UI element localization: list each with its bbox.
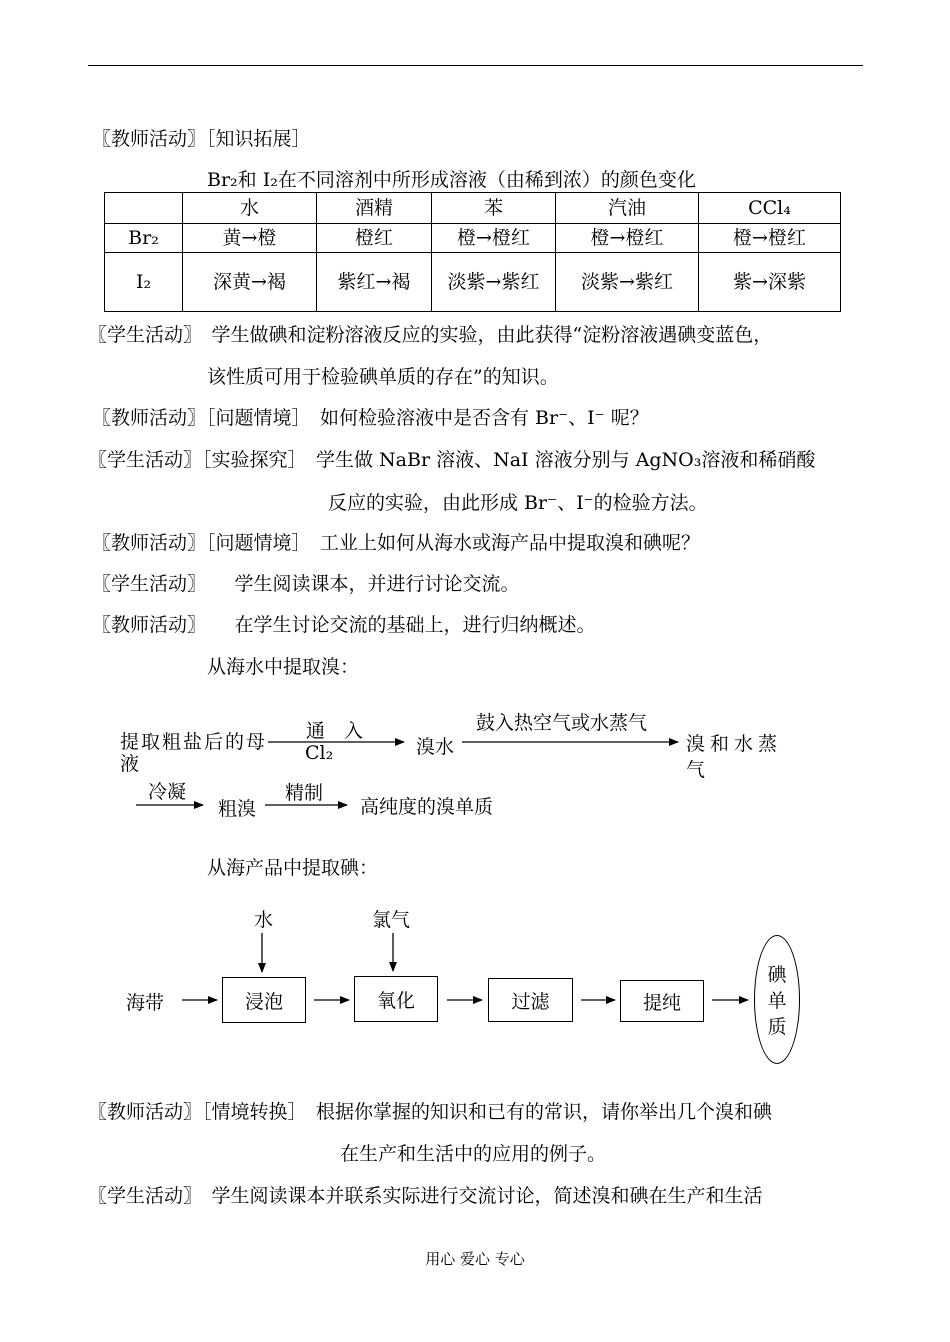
table-header-cell: 酒精	[317, 193, 432, 224]
teacher-activity-5-cont: 在生产和生活中的应用的例子。	[340, 1143, 607, 1165]
table-cell: Br₂	[105, 224, 183, 253]
oxidize-label: 氧化	[376, 989, 415, 1012]
input-water: 水	[254, 909, 274, 931]
table-cell: I₂	[105, 253, 183, 312]
arrow2-label: 鼓入热空气或水蒸气	[476, 712, 648, 734]
table-header-cell: 汽油	[556, 193, 699, 224]
table-caption: Br₂和 I₂在不同溶剂中所形成溶液（由稀到浓）的颜色变化	[207, 169, 696, 191]
student-activity-1-cont: 该性质可用于检验碘单质的存在”的知识。	[207, 366, 559, 388]
iodine-heading: 从海产品中提取碘：	[207, 857, 379, 879]
bromine-water: 溴水	[416, 736, 455, 758]
table-cell: 紫→深紫	[699, 253, 841, 312]
page-footer: 用心 爱心 专心	[425, 1250, 525, 1268]
table-header-cell: 水	[183, 193, 317, 224]
student-activity-2-cont: 反应的实验，由此形成 Br⁻、I⁻的检验方法。	[328, 492, 708, 514]
table-cell: 淡紫→紫红	[432, 253, 556, 312]
bromine-heading: 从海水中提取溴：	[207, 656, 360, 678]
table-cell: 深黄→褐	[183, 253, 317, 312]
purify-label: 提纯	[642, 991, 681, 1014]
table-header-cell: CCl₄	[699, 193, 841, 224]
student-activity-2: 〖学生活动〗［实验探究］ 学生做 NaBr 溶液、NaI 溶液分别与 AgNO₃溶液和稀硝酸	[88, 449, 816, 471]
student-activity-4: 〖学生活动〗 学生阅读课本并联系实际进行交流讨论，简述溴和碘在生产和生活	[88, 1185, 763, 1207]
table-cell: 紫红→褐	[317, 253, 432, 312]
arrow1-label-top: 通 入	[306, 720, 364, 742]
table-cell: 橙→橙红	[432, 224, 556, 253]
table-cell: 淡紫→紫红	[556, 253, 699, 312]
teacher-activity-1: 〖教师活动〗［知识拓展］	[92, 128, 311, 150]
table-cell: 黄→橙	[183, 224, 317, 253]
table-cell: 橙→橙红	[699, 224, 841, 253]
teacher-activity-4: 〖教师活动〗 在学生讨论交流的基础上，进行归纳概述。	[92, 614, 596, 636]
filter-label: 过滤	[511, 990, 550, 1013]
input-chlorine: 氯气	[372, 909, 411, 931]
teacher-activity-5: 〖教师活动〗［情境转换］ 根据你掌握的知识和已有的常识，请你举出几个溴和碘	[88, 1101, 773, 1123]
crude-bromine: 粗溴	[218, 798, 257, 820]
arrow4-label: 精制	[285, 782, 324, 804]
student-activity-1: 〖学生活动〗 学生做碘和淀粉溶液反应的实验，由此获得“淀粉溶液遇碘变蓝色，	[88, 324, 773, 346]
pure-bromine: 高纯度的溴单质	[360, 796, 494, 818]
teacher-activity-2: 〖教师活动〗［问题情境］ 如何检验溶液中是否含有 Br⁻、I⁻ 呢？	[92, 407, 649, 429]
iodine-product: 碘单质	[767, 964, 787, 1038]
table-cell: 橙→橙红	[556, 224, 699, 253]
arrow3-label: 冷凝	[148, 781, 187, 803]
arrow1-label-bottom: Cl₂	[305, 742, 334, 764]
bromine-start: 提取粗盐后的母液	[120, 731, 268, 775]
teacher-activity-3: 〖教师活动〗［问题情境］ 工业上如何从海水或海产品中提取溴和碘呢？	[92, 532, 701, 554]
soak-label: 浸泡	[244, 990, 283, 1013]
table-cell: 橙红	[317, 224, 432, 253]
kelp: 海带	[126, 992, 165, 1014]
table-header-cell: 苯	[432, 193, 556, 224]
student-activity-3: 〖学生活动〗 学生阅读课本，并进行讨论交流。	[92, 573, 520, 595]
bromine-vapor: 溴和水蒸气	[686, 733, 783, 781]
